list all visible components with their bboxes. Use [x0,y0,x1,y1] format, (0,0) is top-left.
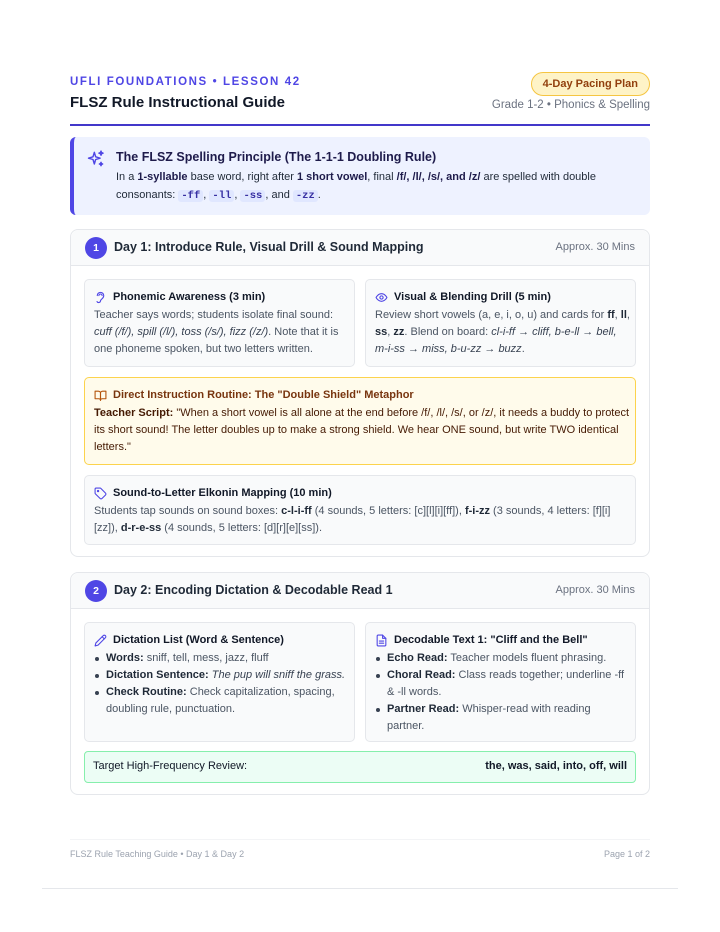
list-item: Choral Read: Class reads together; underline -ff & -ll words. [375,667,630,701]
day-number-badge: 2 [85,580,107,602]
book-open-icon [94,389,107,402]
elkonin-mapping-panel [84,475,636,545]
eye-icon [375,291,388,304]
decodable-text-panel [365,622,636,742]
panel-title: Dictation List (Word & Sentence) [113,634,284,646]
pencil-icon [94,634,107,647]
page-number: Page 1 of 2 [603,849,650,859]
list-item: Check Routine: Check capitalization, spacing, doubling rule, punctuation. [94,684,349,718]
day-2-header [71,573,649,609]
list-item: Dictation Sentence: The pup will sniff the grass. [94,667,349,684]
high-frequency-review [84,751,636,783]
principle-text: In a 1-syllable base word, right after 1 short vowel, final /f/, /l/, /s/, and /z/ are spelled with double consonants: -ff , -ll , -ss , and -zz . [116,171,596,202]
list-item: Words: sniff, tell, mess, jazz, fluff [94,650,349,667]
pacing-badge: 4-Day Pacing Plan [531,72,650,96]
day-1-card [70,229,650,557]
panel-body: Review short vowels (a, e, i, o, u) and cards for ff, ll, ss, zz. Blend on board: cl-i-ff → cliff, b-e-ll → bell, m-i-ss → miss, b-u-zz → buzz. [375,309,630,355]
dictation-list [94,650,349,718]
high-frequency-label: Target High-Frequency Review: [93,760,248,772]
sparkles-icon [86,149,106,169]
visual-blending-panel [365,279,636,367]
suffix-zz: -zz [293,190,318,202]
panel-body: Students tap sounds on sound boxes: c-l-i-ff (4 sounds, 5 letters: [c][l][i][ff]), f-i-zz (3 sounds, 4 letters: [f][i][zz]), d-r-e-ss (4 sounds, 5 letters: [d][r][e][ss]). [94,505,611,534]
day-title: Day 1: Introduce Rule, Visual Drill & Sound Mapping [114,240,424,254]
panel-body: Teacher says words; students isolate final sound: cuff (/f/), spill (/l/), toss (/s/), fizz (/z/). Note that it is one phoneme spoken, but two letters written. [94,309,339,355]
panel-title: Decodable Text 1: "Cliff and the Bell" [394,634,588,646]
list-item: Partner Read: Whisper-read with reading partner. [375,701,630,735]
suffix-ll: -ll [209,190,234,202]
panel-title: Phonemic Awareness (3 min) [113,291,266,303]
high-frequency-words: the, was, said, into, off, will [485,760,627,772]
document-header [70,72,650,126]
day-number-badge: 1 [85,237,107,259]
list-item: Echo Read: Teacher models fluent phrasing. [375,650,630,667]
phonemic-awareness-panel [84,279,355,367]
panel-title: Direct Instruction Routine: The "Double Shield" Metaphor [113,389,414,401]
suffix-ss: -ss [240,190,265,202]
day-1-header [71,230,649,266]
teacher-script: Teacher Script: "When a short vowel is all alone at the end before /f/, /l/, /s/, or /z/, it needs a buddy to protect its short sound! The letter doubles up to make a strong shield. We hear ONE sound, but write TWO identical letters." [94,407,630,453]
tap-hand-icon [94,487,107,500]
principle-title: The FLSZ Spelling Principle (The 1-1-1 Doubling Rule) [116,150,437,164]
dictation-list-panel [84,622,355,742]
day-duration: Approx. 30 Mins [555,241,635,253]
panel-title: Visual & Blending Drill (5 min) [394,291,551,303]
lesson-eyebrow: UFLI FOUNDATIONS • LESSON 42 [70,76,301,88]
day-title: Day 2: Encoding Dictation & Decodable Read 1 [114,583,393,597]
suffix-ff: -ff [178,190,203,202]
principle-callout [70,137,650,215]
day-duration: Approx. 30 Mins [555,584,635,596]
grade-subject-line: Grade 1-2 • Phonics & Spelling [491,99,650,111]
double-shield-metaphor-panel [84,377,636,465]
decodable-read-list [375,650,630,735]
page-footer [70,839,650,861]
day-2-card [70,572,650,795]
page-title: FLSZ Rule Instructional Guide [70,94,286,111]
document-icon [375,634,388,647]
footer-title: FLSZ Rule Teaching Guide • Day 1 & Day 2 [70,849,245,859]
ear-icon [94,291,107,304]
panel-title: Sound-to-Letter Elkonin Mapping (10 min) [113,487,332,499]
page-bottom-divider [42,888,678,889]
